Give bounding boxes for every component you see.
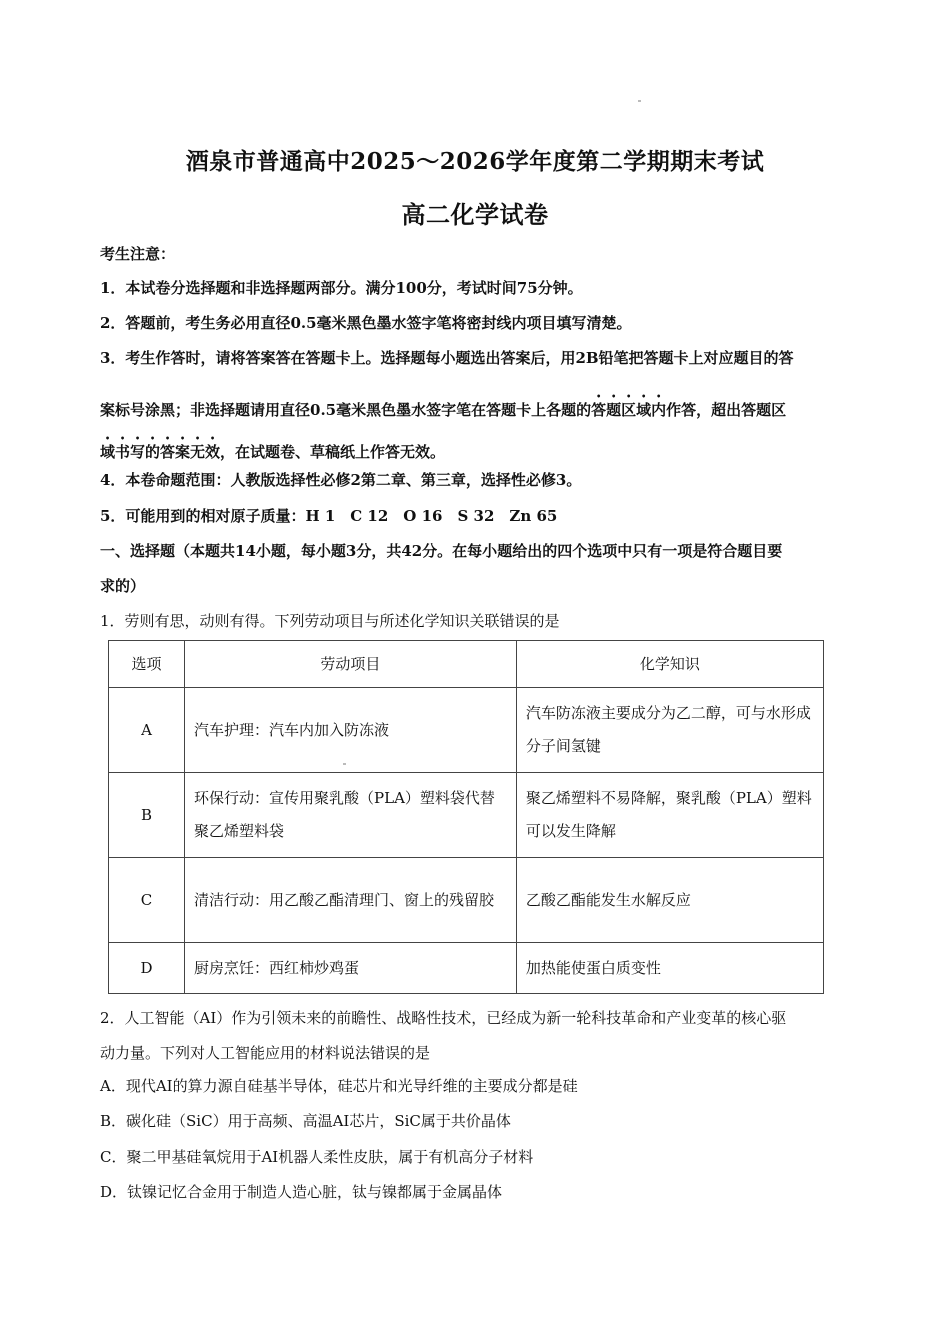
scan-speck xyxy=(343,763,346,765)
row-option: B xyxy=(109,773,185,858)
row-option: D xyxy=(109,943,185,994)
header-option: 选项 xyxy=(109,641,185,688)
notice-item-3: 3．考生作答时，请将答案答在答题卡上。选择题每小题选出答案后，用2B铅笔把答题卡上对应题目的答 xyxy=(100,349,794,367)
row-chem: 汽车防冻液主要成分为乙二醇，可与水形成分子间氢键 xyxy=(516,688,823,773)
table-row xyxy=(109,858,824,943)
notice-heading: 考生注意： xyxy=(100,245,176,263)
question-2-option-c: C．聚二甲基硅氧烷用于AI机器人柔性皮肤，属于有机高分子材料 xyxy=(100,1148,534,1166)
notice-item-3-line3 xyxy=(100,433,860,462)
notice-item-2: 2．答题前，考生务必用直径0.5毫米黑色墨水签字笔将密封线内项目填写清楚。 xyxy=(100,314,632,332)
row-labor: 环保行动：宣传用聚乳酸（PLA）塑料袋代替聚乙烯塑料袋 xyxy=(185,773,517,858)
question-1-stem: 1．劳则有思，动则有得。下列劳动项目与所述化学知识关联错误的是 xyxy=(100,612,560,630)
question-2-option-a: A．现代AI的算力源自硅基半导体，硅芯片和光导纤维的主要成分都是硅 xyxy=(100,1077,578,1095)
row-chem: 聚乙烯塑料不易降解，聚乳酸（PLA）塑料可以发生降解 xyxy=(516,773,823,858)
question-2-option-b: B．碳化硅（SiC）用于高频、高温AI芯片，SiC属于共价晶体 xyxy=(100,1112,511,1130)
notice-item-3-line2 xyxy=(100,391,860,420)
table-row xyxy=(109,773,824,858)
row-labor: 汽车护理：汽车内加入防冻液 xyxy=(185,688,517,773)
row-chem: 加热能使蛋白质变性 xyxy=(516,943,823,994)
exam-title: 酒泉市普通高中2025～2026学年度第二学期期末考试 xyxy=(185,148,765,175)
header-labor: 劳动项目 xyxy=(185,641,517,688)
table-row xyxy=(109,943,824,994)
exam-subtitle: 高二化学试卷 xyxy=(401,200,549,229)
question-1-table xyxy=(108,640,824,994)
notice-item-4: 4．本卷命题范围：人教版选择性必修2第二章、第三章，选择性必修3。 xyxy=(100,471,582,489)
scan-speck xyxy=(638,100,641,102)
row-option: A xyxy=(109,688,185,773)
row-chem: 乙酸乙酯能发生水解反应 xyxy=(516,858,823,943)
section-heading: 一、选择题（本题共14小题，每小题3分，共42分。在每小题给出的四个选项中只有一项是符合题目要 xyxy=(100,542,783,560)
question-2-stem: 2．人工智能（AI）作为引领未来的前瞻性、战略性技术，已经成为新一轮科技革命和产业变革的核心驱 xyxy=(100,1009,787,1027)
table-header-row xyxy=(109,641,824,688)
row-labor: 厨房烹饪：西红柿炒鸡蛋 xyxy=(185,943,517,994)
table-row xyxy=(109,688,824,773)
row-labor: 清洁行动：用乙酸乙酯清理门、窗上的残留胶 xyxy=(185,858,517,943)
section-heading-cont: 求的） xyxy=(100,577,146,595)
header-chem: 化学知识 xyxy=(516,641,823,688)
notice-item-5: 5．可能用到的相对原子质量：H 1 C 12 O 16 S 32 Zn 65 xyxy=(100,507,558,525)
notice-item-3-line3b: ，在试题卷、草稿纸上作答无效。 xyxy=(220,443,446,461)
notice-item-3-line2b: 作答，超出答题区 xyxy=(666,401,787,419)
notice-emphasis-2: 域书写的答案无效 xyxy=(100,443,221,461)
question-2-option-d: D．钛镍记忆合金用于制造人造心脏，钛与镍都属于金属晶体 xyxy=(100,1183,503,1201)
question-2-stem-cont: 动力量。下列对人工智能应用的材料说法错误的是 xyxy=(100,1044,431,1062)
row-option: C xyxy=(109,858,185,943)
notice-emphasis-1: 答题区域内 xyxy=(591,401,667,419)
notice-item-3-line2a: 案标号涂黑；非选择题请用直径0.5毫米黑色墨水签字笔在答题卡上各题的 xyxy=(100,401,592,419)
notice-item-1: 1．本试卷分选择题和非选择题两部分。满分100分，考试时间75分钟。 xyxy=(100,279,583,297)
